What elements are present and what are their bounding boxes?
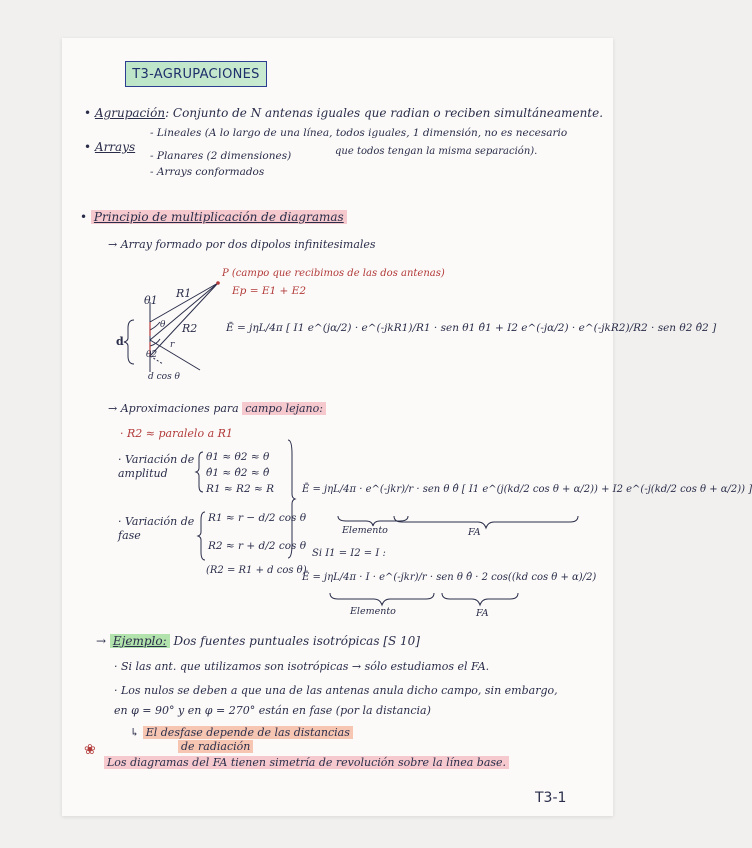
principio-sub: → Array formado por dos dipolos infinitesimales bbox=[108, 238, 376, 251]
figure-label-d: d bbox=[116, 335, 124, 348]
figure-ep-formula: Ep = E1 + E2 bbox=[232, 285, 307, 297]
figure-label-dcos: d cos θ bbox=[148, 372, 180, 382]
aprox-amplitud-item-3: R1 ≈ R2 ≈ R bbox=[206, 483, 275, 495]
ejemplo-desfase: El desfase depende de las distancias bbox=[143, 726, 353, 739]
agrupacion-term: Agrupación bbox=[94, 106, 166, 120]
aprox-fase-item-2: R2 ≈ r + d/2 cos θ bbox=[208, 540, 307, 552]
aprox-heading-highlight: campo lejano: bbox=[242, 402, 326, 415]
page-number: T3-1 bbox=[535, 790, 567, 806]
aprox-formula-2: Ē = jηL/4π · I · e^(-jkr)/r · sen θ θ̂ · 2 cos((kd cos θ + α)/2) bbox=[302, 572, 597, 583]
arrays-note: que todos tengan la misma separación). bbox=[335, 146, 538, 157]
figure-label-r: r bbox=[170, 340, 175, 350]
ejemplo-simetria-line bbox=[104, 756, 509, 769]
ejemplo-label: Ejemplo: bbox=[110, 634, 170, 648]
aprox-heading-prefix: → Aproximaciones para bbox=[108, 402, 239, 415]
aprox-fa-1: FA bbox=[468, 527, 481, 538]
arrays-item-planares: - Planares (2 dimensiones) bbox=[150, 150, 292, 162]
ejemplo-desfase-cont: de radiación bbox=[178, 740, 253, 753]
aprox-fase-item-3: (R2 = R1 + d cos θ) bbox=[206, 565, 307, 576]
arrays-term-line: • Arrays bbox=[84, 140, 136, 154]
arrays-term: Arrays bbox=[94, 140, 136, 154]
page-title: T3-AGRUPACIONES bbox=[132, 66, 260, 82]
figure-label-theta: θ bbox=[160, 320, 166, 330]
figure-label-theta1: θ1 bbox=[144, 294, 158, 307]
ejemplo-desfase-line: ↳ El desfase depende de las distancias bbox=[130, 726, 353, 739]
aprox-amplitud-label: · Variación de amplitud bbox=[118, 453, 195, 480]
aprox-r2-paralelo: · R2 ≈ paralelo a R1 bbox=[120, 427, 233, 440]
aprox-fase-item-1: R1 ≈ r − d/2 cos θ bbox=[208, 512, 307, 524]
figure-formula-main: Ē = jηL/4π [ I1 e^(jα/2) · e^(-jkR1)/R1 · sen θ1 θ̂1 + I2 e^(-jα/2) · e^(-jkR2)/R2 · sen θ2 θ̂2 ] bbox=[226, 322, 717, 334]
figure-label-r2: R2 bbox=[182, 322, 198, 335]
aprox-si-iguales: Si I1 = I2 = I : bbox=[312, 548, 386, 559]
aprox-amplitud-item-1: θ1 ≈ θ2 ≈ θ bbox=[206, 451, 270, 463]
figure-p-label: P (campo que recibimos de las dos antenas) bbox=[222, 268, 445, 279]
arrays-item-conformados: - Arrays conformados bbox=[150, 166, 265, 178]
ejemplo-simetria: Los diagramas del FA tienen simetría de revolución sobre la línea base. bbox=[104, 756, 509, 769]
agrupacion-line: • Agrupación: Conjunto de N antenas iguales que radian o reciben simultáneamente. bbox=[84, 106, 604, 120]
ejemplo-bullet-2: · Los nulos se deben a que una de las antenas anula dicho campo, sin embargo, bbox=[114, 684, 558, 697]
arrays-item-lineales: - Lineales (A lo largo de una línea, todos iguales, 1 dimensión, no es necesario bbox=[150, 127, 568, 139]
aprox-fa-2: FA bbox=[476, 608, 489, 619]
principio-heading-line: • Principio de multiplicación de diagramas bbox=[80, 210, 347, 224]
aprox-fase-label: · Variación de fase bbox=[118, 515, 195, 542]
aprox-formula-1: Ē = jηL/4π · e^(-jkr)/r · sen θ θ̂ [ I1 e^(j(kd/2 cos θ + α/2)) + I2 e^(-j(kd/2 cos θ + α/2)) ] bbox=[302, 484, 752, 495]
ejemplo-bullet-3: en φ = 90° y en φ = 270° están en fase (por la distancia) bbox=[114, 704, 431, 717]
aprox-elemento-2: Elemento bbox=[350, 606, 396, 617]
ejemplo-line: → Ejemplo: Dos fuentes puntuales isotrópicas [S 10] bbox=[96, 634, 420, 648]
figure-label-r1: R1 bbox=[176, 287, 192, 300]
principio-heading: Principio de multiplicación de diagramas bbox=[91, 210, 347, 224]
aprox-amplitud-item-2: θ̂1 ≈ θ̂2 ≈ θ̂ bbox=[206, 467, 270, 479]
agrupacion-definition: : Conjunto de N antenas iguales que radian o reciben simultáneamente. bbox=[165, 106, 604, 120]
doodle-icon: ❀ bbox=[84, 742, 96, 758]
ejemplo-text: Dos fuentes puntuales isotrópicas [S 10] bbox=[173, 634, 420, 648]
ejemplo-bullet-1: · Si las ant. que utilizamos son isotrópicas → sólo estudiamos el FA. bbox=[114, 660, 490, 673]
figure-label-theta2: θ2 bbox=[146, 350, 158, 360]
aprox-elemento-1: Elemento bbox=[342, 525, 388, 536]
